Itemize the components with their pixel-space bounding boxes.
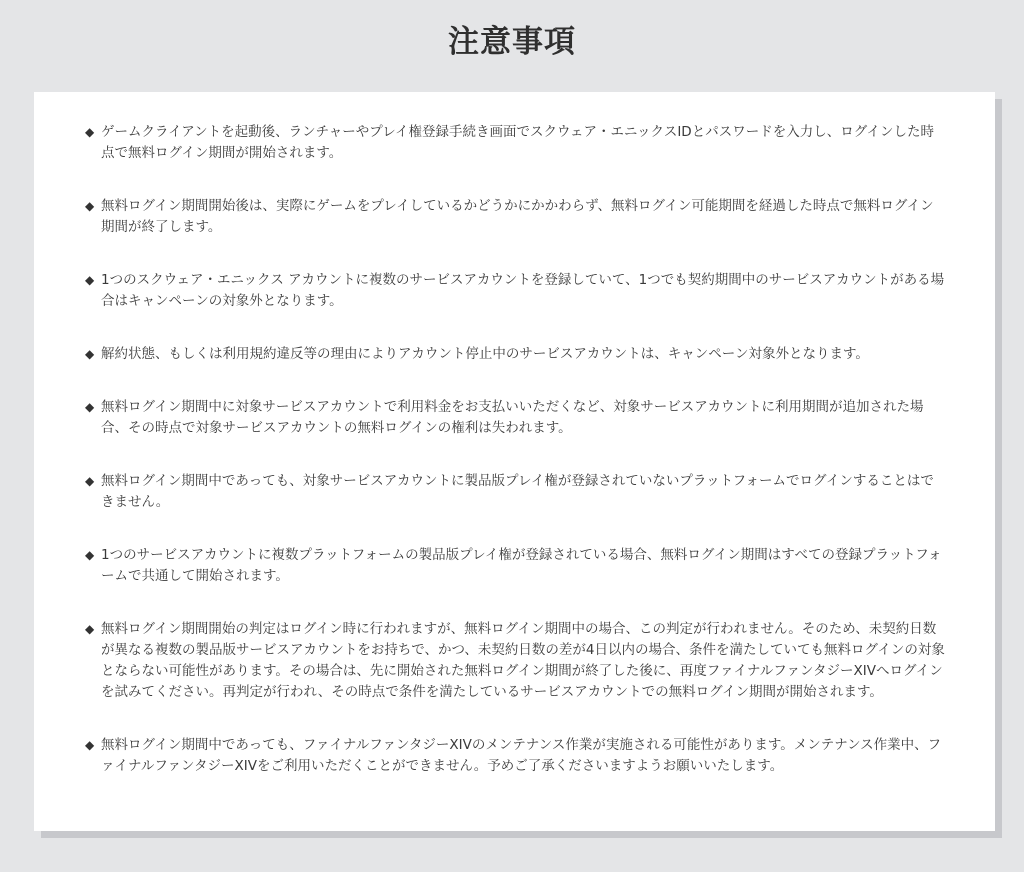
note-item xyxy=(85,122,947,164)
note-item xyxy=(85,735,947,777)
note-item xyxy=(85,545,947,587)
diamond-bullet-icon: ◆ xyxy=(85,738,95,752)
note-text: 無料ログイン期間開始の判定はログイン時に行われますが、無料ログイン期間中の場合、この判定が行われません。そのため、未契約日数が異なる複数の製品版サービスアカウントをお持ちで、かつ、未契約日数の差が4日以内の場合、条件を満たしていても無料ログインの対象とならない可能性があります。その場合は、先に開始された無料ログイン期間が終了した後に、再度ファイナルファンタジーXIVへログインを試みてください。再判定が行われ、その時点で条件を満たしているサービスアカウントでの無料ログイン期間が開始されます。 xyxy=(101,621,945,700)
diamond-bullet-icon: ◆ xyxy=(85,125,95,139)
note-text: 無料ログイン期間中に対象サービスアカウントで利用料金をお支払いいただくなど、対象サービスアカウントに利用期間が追加された場合、その時点で対象サービスアカウントの無料ログインの権利は失われます。 xyxy=(101,399,924,436)
note-item xyxy=(85,471,947,513)
note-item xyxy=(85,270,947,312)
diamond-bullet-icon: ◆ xyxy=(85,199,95,213)
page-title: 注意事項 xyxy=(448,24,576,60)
diamond-bullet-icon: ◆ xyxy=(85,273,95,287)
note-text: 解約状態、もしくは利用規約違反等の理由によりアカウント停止中のサービスアカウントは、キャンペーン対象外となります。 xyxy=(101,346,869,362)
note-text: 1つのサービスアカウントに複数プラットフォームの製品版プレイ権が登録されている場合、無料ログイン期間はすべての登録プラットフォームで共通して開始されます。 xyxy=(101,547,942,584)
notes-card xyxy=(34,92,995,831)
diamond-bullet-icon: ◆ xyxy=(85,548,95,562)
note-item xyxy=(85,619,947,703)
note-item xyxy=(85,344,947,365)
note-item xyxy=(85,196,947,238)
diamond-bullet-icon: ◆ xyxy=(85,474,95,488)
note-text: 無料ログイン期間中であっても、対象サービスアカウントに製品版プレイ権が登録されていないプラットフォームでログインすることはできません。 xyxy=(101,473,934,510)
note-text: 無料ログイン期間中であっても、ファイナルファンタジーXIVのメンテナンス作業が実施される可能性があります。メンテナンス作業中、ファイナルファンタジーXIVをご利用いただくことができません。予めご了承くださいますようお願いいたします。 xyxy=(101,737,942,774)
note-item xyxy=(85,397,947,439)
note-text: ゲームクライアントを起動後、ランチャーやプレイ権登録手続き画面でスクウェア・エニックスIDとパスワードを入力し、ログインした時点で無料ログイン期間が開始されます。 xyxy=(101,124,935,161)
diamond-bullet-icon: ◆ xyxy=(85,622,95,636)
note-text: 1つのスクウェア・エニックス アカウントに複数のサービスアカウントを登録していて、1つでも契約期間中のサービスアカウントがある場合はキャンペーンの対象外となります。 xyxy=(101,272,945,309)
diamond-bullet-icon: ◆ xyxy=(85,347,95,361)
note-text: 無料ログイン期間開始後は、実際にゲームをプレイしているかどうかにかかわらず、無料ログイン可能期間を経過した時点で無料ログイン期間が終了します。 xyxy=(101,198,934,235)
notes-list xyxy=(85,122,947,777)
diamond-bullet-icon: ◆ xyxy=(85,400,95,414)
